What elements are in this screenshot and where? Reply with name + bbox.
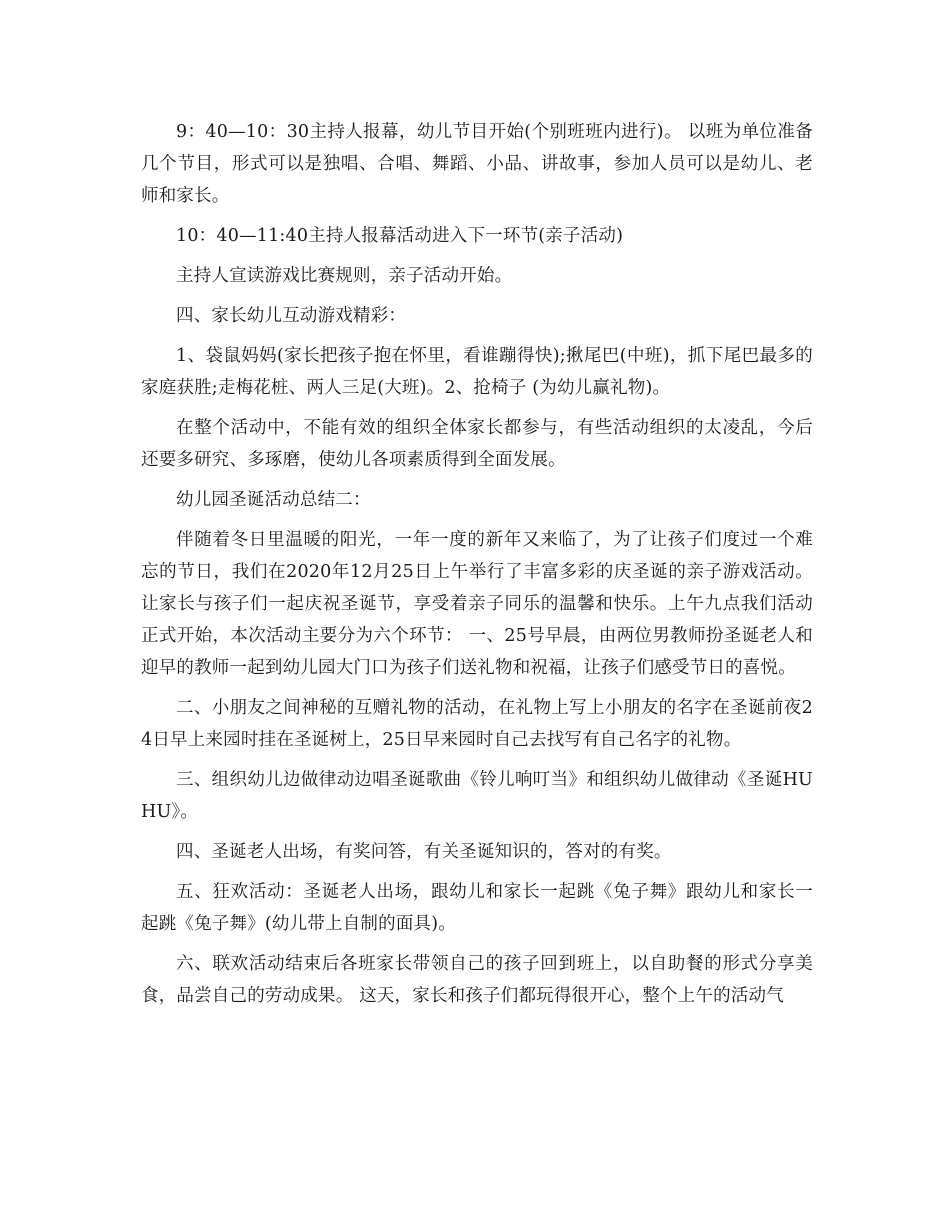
paragraph-santa-quiz: 四、圣诞老人出场，有奖问答，有关圣诞知识的，答对的有奖。 [176,842,672,862]
paragraph-next-session: 10：40—11:40主持人报幕活动进入下一环节(亲子活动) [176,226,624,246]
paragraph-program-schedule: 9：40—10：30主持人报幕，幼儿节目开始(个别班班内进行)。 以班为单位准备几个节目，形式可以是独唱、合唱、舞蹈、小品、讲故事，参加人员可以是幼儿、老师和家长。 [141,122,813,206]
paragraph-rules: 主持人宣读游戏比赛规则，亲子活动开始。 [176,266,513,286]
paragraph-carnival: 五、狂欢活动：圣诞老人出场，跟幼儿和家长一起跳《兔子舞》跟幼儿和家长一起跳《兔子舞》(幼儿带上自制的面具)。 [141,882,813,934]
section-heading-interactive-games: 四、家长幼儿互动游戏精彩： [176,306,407,326]
paragraph-christmas-intro: 伴随着冬日里温暖的阳光，一年一度的新年又来临了，为了让孩子们度过一个难忘的节日，我们在2020年12月25日上午举行了丰富多彩的庆圣诞的亲子游戏活动。让家长与孩子们一起庆祝圣诞节，享受着亲子同乐的温馨和快乐。上午九点我们活动正式开始，本次活动主要分为六个环节： 一、25号早晨，由两位男教师扮圣诞老人和迎早的教师一起到幼儿园大门口为孩子们送礼物和祝福，让孩子们感受节日的喜悦。 [141,530,813,678]
paragraph-songs-dance: 三、组织幼儿边做律动边唱圣诞歌曲《铃儿响叮当》和组织幼儿做律动《圣诞HUHU》。 [141,770,813,822]
document-body [141,116,813,1020]
section-heading-summary-two: 幼儿园圣诞活动总结二： [176,490,371,510]
paragraph-game-list: 1、袋鼠妈妈(家长把孩子抱在怀里，看谁蹦得快);揪尾巴(中班)，抓下尾巴最多的家庭获胜;走梅花桩、两人三足(大班)。2、抢椅子 (为幼儿赢礼物)。 [141,346,813,398]
paragraph-buffet: 六、联欢活动结束后各班家长带领自己的孩子回到班上，以自助餐的形式分享美食，品尝自己的劳动成果。 这天，家长和孩子们都玩得很开心，整个上午的活动气 [141,954,813,1006]
paragraph-reflection: 在整个活动中，不能有效的组织全体家长都参与，有些活动组织的太凌乱，今后还要多研究、多琢磨，使幼儿各项素质得到全面发展。 [141,418,813,470]
paragraph-gift-exchange: 二、小朋友之间神秘的互赠礼物的活动，在礼物上写上小朋友的名字在圣诞前夜24日早上来园时挂在圣诞树上，25日早来园时自己去找写有自己名字的礼物。 [141,698,813,750]
